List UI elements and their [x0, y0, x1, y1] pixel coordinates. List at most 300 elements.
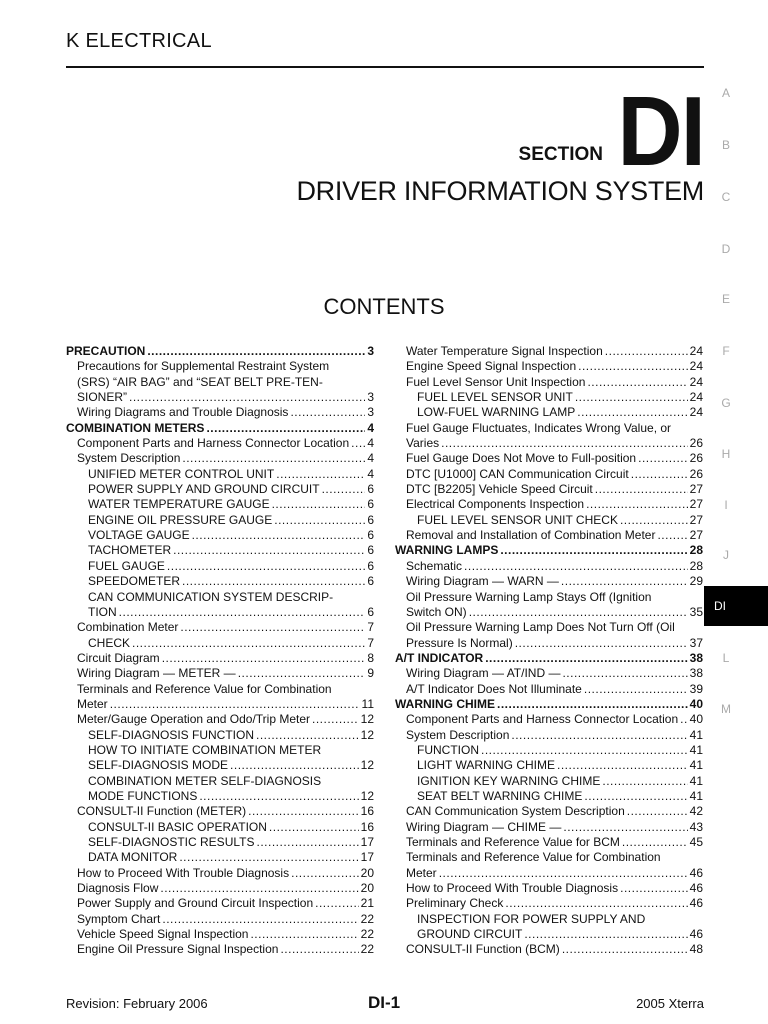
- toc-page-number: 16: [360, 819, 374, 834]
- dot-leader: [578, 359, 688, 374]
- dot-leader: [269, 820, 359, 835]
- dot-leader: [575, 390, 688, 405]
- toc-entry-text: Wiring Diagram — AT/IND —: [406, 666, 561, 681]
- toc-entry-text: Water Temperature Signal Inspection: [406, 344, 603, 358]
- toc-entry[interactable]: [395, 436, 703, 451]
- toc-page-number: 17: [360, 850, 374, 865]
- dot-leader: [256, 728, 359, 743]
- toc-entry[interactable]: [395, 359, 703, 374]
- toc-entry[interactable]: [66, 850, 374, 865]
- toc-entry-text: Engine Oil Pressure Signal Inspection: [77, 942, 279, 957]
- toc-entry[interactable]: [66, 405, 374, 420]
- toc-page-number: 28: [689, 543, 703, 558]
- dot-leader: [180, 620, 365, 635]
- toc-entry[interactable]: [66, 359, 374, 374]
- toc-page-number: 4: [367, 436, 374, 451]
- toc-section-entry[interactable]: [395, 697, 703, 712]
- toc-entry-text: Precautions for Supplemental Restraint System: [77, 359, 330, 374]
- toc-entry[interactable]: [66, 605, 374, 620]
- dot-leader: [192, 528, 366, 543]
- section-tab-d[interactable]: D: [721, 242, 731, 256]
- toc-entry-text: Component Parts and Harness Connector Location: [77, 436, 350, 451]
- toc-entry[interactable]: [66, 896, 374, 911]
- toc-entry-text: Fuel Gauge Does Not Move to Full-position: [406, 451, 637, 466]
- dot-leader: [469, 605, 688, 620]
- toc-page-number: 46: [689, 896, 703, 911]
- toc-entry-text: Preliminary Check: [406, 896, 504, 911]
- toc-entry[interactable]: [66, 543, 374, 558]
- toc-entry[interactable]: [395, 850, 703, 865]
- dot-leader: [129, 390, 365, 405]
- dot-leader: [147, 344, 365, 359]
- toc-entry[interactable]: [395, 774, 703, 789]
- toc-page-number: 41: [689, 727, 703, 742]
- section-tab-a[interactable]: A: [721, 86, 730, 100]
- toc-entry-text: HOW TO INITIATE COMBINATION METER: [88, 742, 322, 757]
- toc-page-number: 38: [689, 650, 703, 665]
- section-tab-h[interactable]: H: [721, 447, 731, 461]
- toc-entry[interactable]: [66, 559, 374, 574]
- toc-entry-text: ENGINE OIL PRESSURE GAUGE: [88, 512, 273, 527]
- toc-entry[interactable]: [395, 559, 703, 574]
- dot-leader: [230, 758, 359, 773]
- toc-entry-text: Pressure Is Normal): [406, 635, 513, 650]
- toc-entry-text: DTC [B2205] Vehicle Speed Circuit: [406, 482, 593, 497]
- dot-leader: [595, 482, 688, 497]
- dot-leader: [620, 881, 688, 896]
- toc-entry-text: Engine Speed Signal Inspection: [406, 359, 577, 374]
- section-tab-f[interactable]: F: [722, 344, 730, 358]
- toc-entry-text: SELF-DIAGNOSTIC RESULTS: [88, 835, 255, 849]
- toc-entry[interactable]: [395, 405, 703, 420]
- toc-entry[interactable]: [395, 743, 703, 758]
- toc-page-number: 12: [360, 727, 374, 742]
- toc-entry-text: WARNING LAMPS: [395, 543, 499, 558]
- toc-entry-text: System Description: [77, 451, 181, 466]
- toc-entry[interactable]: [66, 513, 374, 528]
- toc-page-number: 26: [689, 451, 703, 466]
- dot-leader: [182, 451, 365, 466]
- toc-entry[interactable]: [395, 835, 703, 850]
- section-tab-g[interactable]: G: [721, 396, 731, 410]
- dot-leader: [562, 942, 688, 957]
- revision-date: Revision: February 2006: [66, 996, 208, 1011]
- dot-leader: [291, 866, 359, 881]
- toc-entry-text: PRECAUTION: [66, 344, 146, 358]
- section-tab-di[interactable]: DI: [704, 586, 768, 626]
- toc-entry-text: UNIFIED METER CONTROL UNIT: [88, 466, 275, 481]
- dot-leader: [587, 375, 687, 390]
- toc-entry-text: FUEL LEVEL SENSOR UNIT: [417, 390, 573, 405]
- toc-entry[interactable]: [66, 820, 374, 835]
- toc-entry[interactable]: [395, 866, 703, 881]
- toc-page-number: 27: [689, 512, 703, 527]
- toc-entry-text: Switch ON): [406, 604, 467, 619]
- toc-entry-text: Electrical Components Inspection: [406, 497, 585, 512]
- toc-page-number: 22: [360, 927, 374, 942]
- toc-entry[interactable]: [66, 497, 374, 512]
- toc-entry[interactable]: [66, 881, 374, 896]
- dot-leader: [638, 451, 688, 466]
- toc-page-number: 22: [360, 911, 374, 926]
- toc-entry[interactable]: [395, 820, 703, 835]
- toc-page-number: 3: [367, 344, 374, 358]
- dot-leader: [110, 697, 360, 712]
- toc-entry-text: TION: [88, 604, 117, 619]
- toc-entry-text: DATA MONITOR: [88, 850, 178, 865]
- toc-entry-text: Meter/Gauge Operation and Odo/Trip Meter: [77, 712, 311, 727]
- toc-entry-text: Oil Pressure Warning Lamp Does Not Turn Off (Oil: [406, 620, 675, 635]
- toc-page-number: 27: [689, 497, 703, 512]
- dot-leader: [351, 436, 365, 451]
- dot-leader: [481, 743, 688, 758]
- toc-entry-text: Circuit Diagram: [77, 650, 160, 665]
- toc-entry-text: How to Proceed With Trouble Diagnosis: [406, 881, 619, 896]
- toc-entry-text: LIGHT WARNING CHIME: [417, 758, 556, 773]
- toc-entry[interactable]: [395, 758, 703, 773]
- toc-page-number: 41: [689, 758, 703, 773]
- toc-page-number: 26: [689, 466, 703, 481]
- dot-leader: [199, 789, 358, 804]
- toc-entry[interactable]: [395, 421, 703, 436]
- toc-page-number: 6: [367, 543, 374, 558]
- dot-leader: [119, 605, 366, 620]
- toc-page-number: 27: [689, 528, 703, 543]
- toc-entry-text: WATER TEMPERATURE GAUGE: [88, 497, 270, 512]
- dot-leader: [315, 896, 359, 911]
- toc-entry-text: Vehicle Speed Signal Inspection: [77, 927, 249, 942]
- toc-entry[interactable]: [395, 528, 703, 543]
- toc-entry[interactable]: [395, 574, 703, 589]
- dot-leader: [631, 467, 688, 482]
- toc-entry-text: Terminals and Reference Value for BCM: [406, 835, 620, 849]
- toc-entry-text: COMBINATION METERS: [66, 420, 205, 435]
- toc-entry-text: IGNITION KEY WARNING CHIME: [417, 773, 601, 788]
- dot-leader: [439, 866, 688, 881]
- toc-entry[interactable]: [66, 758, 374, 773]
- dot-leader: [206, 421, 365, 436]
- toc-entry[interactable]: [66, 866, 374, 881]
- toc-entry[interactable]: [395, 590, 703, 605]
- toc-page-number: 12: [360, 788, 374, 803]
- toc-page-number: 17: [360, 835, 374, 849]
- toc-entry[interactable]: [66, 728, 374, 743]
- toc-entry[interactable]: [66, 590, 374, 605]
- manual-group-title: K ELECTRICAL: [66, 30, 212, 52]
- toc-page-number: 40: [689, 696, 703, 711]
- section-label: SECTION: [518, 144, 603, 165]
- dot-leader: [524, 927, 687, 942]
- toc-entry[interactable]: [395, 467, 703, 482]
- toc-entry-text: DTC [U1000] CAN Communication Circuit: [406, 466, 629, 481]
- dot-leader: [274, 513, 365, 528]
- dot-leader: [322, 482, 366, 497]
- contents-heading: CONTENTS: [323, 294, 445, 319]
- toc-entry[interactable]: [66, 774, 374, 789]
- toc-entry-text: SELF-DIAGNOSIS MODE: [88, 758, 229, 773]
- dot-leader: [584, 682, 688, 697]
- toc-entry-text: A/T Indicator Does Not Illuminate: [406, 681, 582, 696]
- section-tab-l[interactable]: L: [722, 651, 730, 665]
- toc-entry[interactable]: [66, 927, 374, 942]
- toc-page-number: 37: [689, 635, 703, 650]
- dot-leader: [562, 666, 687, 681]
- dot-leader: [657, 528, 687, 543]
- toc-entry[interactable]: [395, 927, 703, 942]
- toc-page-number: 6: [367, 512, 374, 527]
- toc-entry[interactable]: [66, 636, 374, 651]
- toc-page-number: 43: [689, 819, 703, 834]
- toc-entry[interactable]: [66, 682, 374, 697]
- toc-page-number: 7: [367, 620, 374, 635]
- toc-entry[interactable]: [66, 912, 374, 927]
- toc-page-number: 39: [689, 681, 703, 696]
- toc-page-number: 24: [689, 390, 703, 405]
- toc-page-number: 6: [367, 497, 374, 512]
- toc-entry[interactable]: [395, 712, 703, 727]
- toc-entry-text: MODE FUNCTIONS: [88, 788, 198, 803]
- dot-leader: [167, 559, 365, 574]
- toc-entry[interactable]: [66, 620, 374, 635]
- toc-section-entry[interactable]: [395, 651, 703, 666]
- toc-entry[interactable]: [395, 804, 703, 819]
- toc-entry[interactable]: [66, 942, 374, 957]
- toc-section-entry[interactable]: [66, 344, 374, 359]
- toc-entry-text: SPEEDOMETER: [88, 574, 181, 589]
- toc-entry-text: Symptom Chart: [77, 911, 161, 926]
- toc-page-number: 46: [689, 881, 703, 896]
- toc-entry[interactable]: [395, 513, 703, 528]
- toc-entry-text: Oil Pressure Warning Lamp Stays Off (Ignition: [406, 589, 652, 604]
- toc-page-number: 12: [360, 712, 374, 727]
- toc-entry[interactable]: [395, 451, 703, 466]
- toc-right-column: [395, 344, 703, 958]
- toc-entry-text: CAN COMMUNICATION SYSTEM DESCRIP-: [88, 589, 334, 604]
- toc-entry-text: CONSULT-II Function (METER): [77, 804, 247, 819]
- dot-leader: [627, 804, 688, 819]
- toc-entry-text: How to Proceed With Trouble Diagnosis: [77, 865, 290, 880]
- dot-leader: [256, 835, 358, 850]
- toc-page-number: 42: [689, 804, 703, 819]
- section-tab-j[interactable]: J: [723, 548, 729, 562]
- toc-entry-text: WARNING CHIME: [395, 696, 495, 711]
- dot-leader: [162, 651, 366, 666]
- toc-page-number: 7: [367, 635, 374, 650]
- toc-entry-text: CONSULT-II Function (BCM): [406, 942, 560, 957]
- toc-page-number: 22: [360, 942, 374, 957]
- toc-entry[interactable]: [395, 344, 703, 359]
- toc-entry-text: Removal and Installation of Combination Meter: [406, 528, 656, 543]
- dot-leader: [505, 896, 687, 911]
- dot-leader: [500, 543, 687, 558]
- toc-page-number: 8: [367, 650, 374, 665]
- toc-entry[interactable]: [66, 467, 374, 482]
- toc-entry[interactable]: [66, 651, 374, 666]
- toc-page-number: 6: [367, 528, 374, 543]
- toc-page-number: 6: [367, 604, 374, 619]
- toc-entry-text: Varies: [406, 436, 440, 451]
- dot-leader: [497, 697, 688, 712]
- toc-entry-text: CONSULT-II BASIC OPERATION: [88, 819, 267, 834]
- toc-page-number: 45: [689, 835, 703, 849]
- section-tab-m[interactable]: M: [721, 702, 731, 716]
- toc-entry-text: Diagnosis Flow: [77, 881, 159, 896]
- toc-entry[interactable]: [66, 666, 374, 681]
- toc-entry-text: CHECK: [88, 635, 131, 650]
- toc-entry-text: SEAT BELT WARNING CHIME: [417, 788, 583, 803]
- dot-leader: [179, 850, 358, 865]
- dot-leader: [250, 927, 358, 942]
- toc-page-number: 3: [367, 405, 374, 420]
- dot-leader: [680, 712, 687, 727]
- toc-page-number: 28: [689, 558, 703, 573]
- dot-leader: [132, 636, 365, 651]
- dot-leader: [464, 559, 688, 574]
- toc-page-number: 27: [689, 482, 703, 497]
- toc-entry[interactable]: [395, 497, 703, 512]
- toc-entry[interactable]: [395, 375, 703, 390]
- toc-section-entry[interactable]: [395, 543, 703, 558]
- toc-entry-text: FUEL LEVEL SENSOR UNIT CHECK: [417, 512, 618, 527]
- toc-entry[interactable]: [66, 804, 374, 819]
- dot-leader: [515, 636, 688, 651]
- toc-entry[interactable]: [66, 697, 374, 712]
- toc-page-number: 24: [689, 405, 703, 420]
- dot-leader: [272, 497, 366, 512]
- dot-leader: [441, 436, 688, 451]
- vehicle-model: 2005 Xterra: [636, 996, 704, 1011]
- dot-leader: [602, 774, 687, 789]
- section-tab-e[interactable]: E: [721, 292, 730, 306]
- section-tab-c[interactable]: C: [721, 190, 731, 204]
- toc-page-number: 41: [689, 788, 703, 803]
- toc-entry-text: FUNCTION: [417, 742, 479, 757]
- toc-entry[interactable]: [66, 451, 374, 466]
- dot-leader: [173, 543, 365, 558]
- toc-page-number: 24: [689, 374, 703, 389]
- dot-leader: [276, 467, 365, 482]
- toc-entry-text: Meter: [406, 865, 437, 880]
- toc-entry-text: SELF-DIAGNOSIS FUNCTION: [88, 727, 255, 742]
- toc-entry[interactable]: [66, 390, 374, 405]
- dot-leader: [280, 942, 358, 957]
- toc-entry-text: (SRS) “AIR BAG” and “SEAT BELT PRE-TEN-: [77, 374, 323, 389]
- toc-entry-text: VOLTAGE GAUGE: [88, 528, 190, 543]
- toc-entry[interactable]: [395, 789, 703, 804]
- toc-entry[interactable]: [66, 528, 374, 543]
- toc-left-column: [66, 344, 374, 958]
- toc-page-number: 4: [367, 466, 374, 481]
- dot-leader: [248, 804, 359, 819]
- section-tab-b[interactable]: B: [721, 138, 730, 152]
- toc-entry-text: Fuel Gauge Fluctuates, Indicates Wrong Value, or: [406, 420, 672, 435]
- toc-page-number: 35: [689, 604, 703, 619]
- toc-entry[interactable]: [395, 912, 703, 927]
- toc-entry[interactable]: [395, 482, 703, 497]
- toc-entry[interactable]: [66, 835, 374, 850]
- page-number: DI-1: [367, 993, 401, 1012]
- toc-entry[interactable]: [395, 620, 703, 635]
- dot-leader: [605, 344, 688, 359]
- toc-entry[interactable]: [395, 881, 703, 896]
- toc-entry[interactable]: [395, 682, 703, 697]
- toc-entry[interactable]: [395, 728, 703, 743]
- toc-page-number: 46: [689, 927, 703, 942]
- toc-entry[interactable]: [66, 789, 374, 804]
- section-code: DI: [617, 76, 704, 186]
- toc-page-number: 16: [360, 804, 374, 819]
- toc-entry[interactable]: [395, 636, 703, 651]
- toc-entry-text: CAN Communication System Description: [406, 804, 625, 819]
- toc-entry[interactable]: [395, 942, 703, 957]
- toc-page-number: 9: [367, 666, 374, 681]
- toc-section-entry[interactable]: [66, 421, 374, 436]
- toc-entry-text: FUEL GAUGE: [88, 558, 165, 573]
- toc-entry[interactable]: [66, 574, 374, 589]
- toc-entry-text: Schematic: [406, 558, 463, 573]
- toc-page-number: 4: [367, 420, 374, 435]
- dot-leader: [622, 835, 688, 850]
- toc-entry[interactable]: [66, 482, 374, 497]
- toc-entry[interactable]: [395, 605, 703, 620]
- dot-leader: [577, 405, 687, 420]
- toc-page-number: 29: [689, 574, 703, 589]
- toc-entry-text: POWER SUPPLY AND GROUND CIRCUIT: [88, 482, 320, 497]
- dot-leader: [162, 912, 358, 927]
- dot-leader: [238, 666, 366, 681]
- toc-entry-text: Meter: [77, 696, 108, 711]
- toc-entry[interactable]: [66, 436, 374, 451]
- toc-entry-text: INSPECTION FOR POWER SUPPLY AND: [417, 911, 646, 926]
- toc-page-number: 38: [689, 666, 703, 681]
- toc-entry-text: COMBINATION METER SELF-DIAGNOSIS: [88, 773, 322, 788]
- section-tab-i[interactable]: I: [724, 498, 728, 512]
- dot-leader: [557, 758, 688, 773]
- toc-entry[interactable]: [395, 896, 703, 911]
- toc-page-number: 12: [360, 758, 374, 773]
- toc-page-number: 24: [689, 359, 703, 374]
- toc-page-number: 3: [367, 390, 374, 405]
- toc-page-number: 40: [689, 712, 703, 727]
- toc-entry-text: Terminals and Reference Value for Combination: [406, 850, 661, 865]
- toc-page-number: 20: [360, 865, 374, 880]
- toc-entry[interactable]: [66, 743, 374, 758]
- dot-leader: [290, 405, 365, 420]
- toc-page-number: 41: [689, 773, 703, 788]
- toc-page-number: 46: [689, 865, 703, 880]
- toc-entry-text: Wiring Diagram — CHIME —: [406, 819, 562, 834]
- dot-leader: [485, 651, 687, 666]
- toc-page-number: 48: [689, 942, 703, 957]
- toc-entry-text: Power Supply and Ground Circuit Inspection: [77, 896, 314, 911]
- toc-entry-text: TACHOMETER: [88, 543, 172, 558]
- toc-page-number: 6: [367, 482, 374, 497]
- dot-leader: [586, 497, 688, 512]
- dot-leader: [563, 820, 687, 835]
- toc-entry[interactable]: [395, 390, 703, 405]
- toc-entry-text: SIONER”: [77, 390, 128, 405]
- toc-page-number: 20: [360, 881, 374, 896]
- toc-entry[interactable]: [66, 712, 374, 727]
- toc-entry-text: Wiring Diagram — WARN —: [406, 574, 559, 589]
- toc-entry[interactable]: [395, 666, 703, 681]
- toc-entry[interactable]: [66, 375, 374, 390]
- dot-leader: [561, 574, 688, 589]
- dot-leader: [312, 712, 359, 727]
- toc-entry-text: Component Parts and Harness Connector Location: [406, 712, 679, 727]
- toc-page-number: 6: [367, 558, 374, 573]
- dot-leader: [511, 728, 687, 743]
